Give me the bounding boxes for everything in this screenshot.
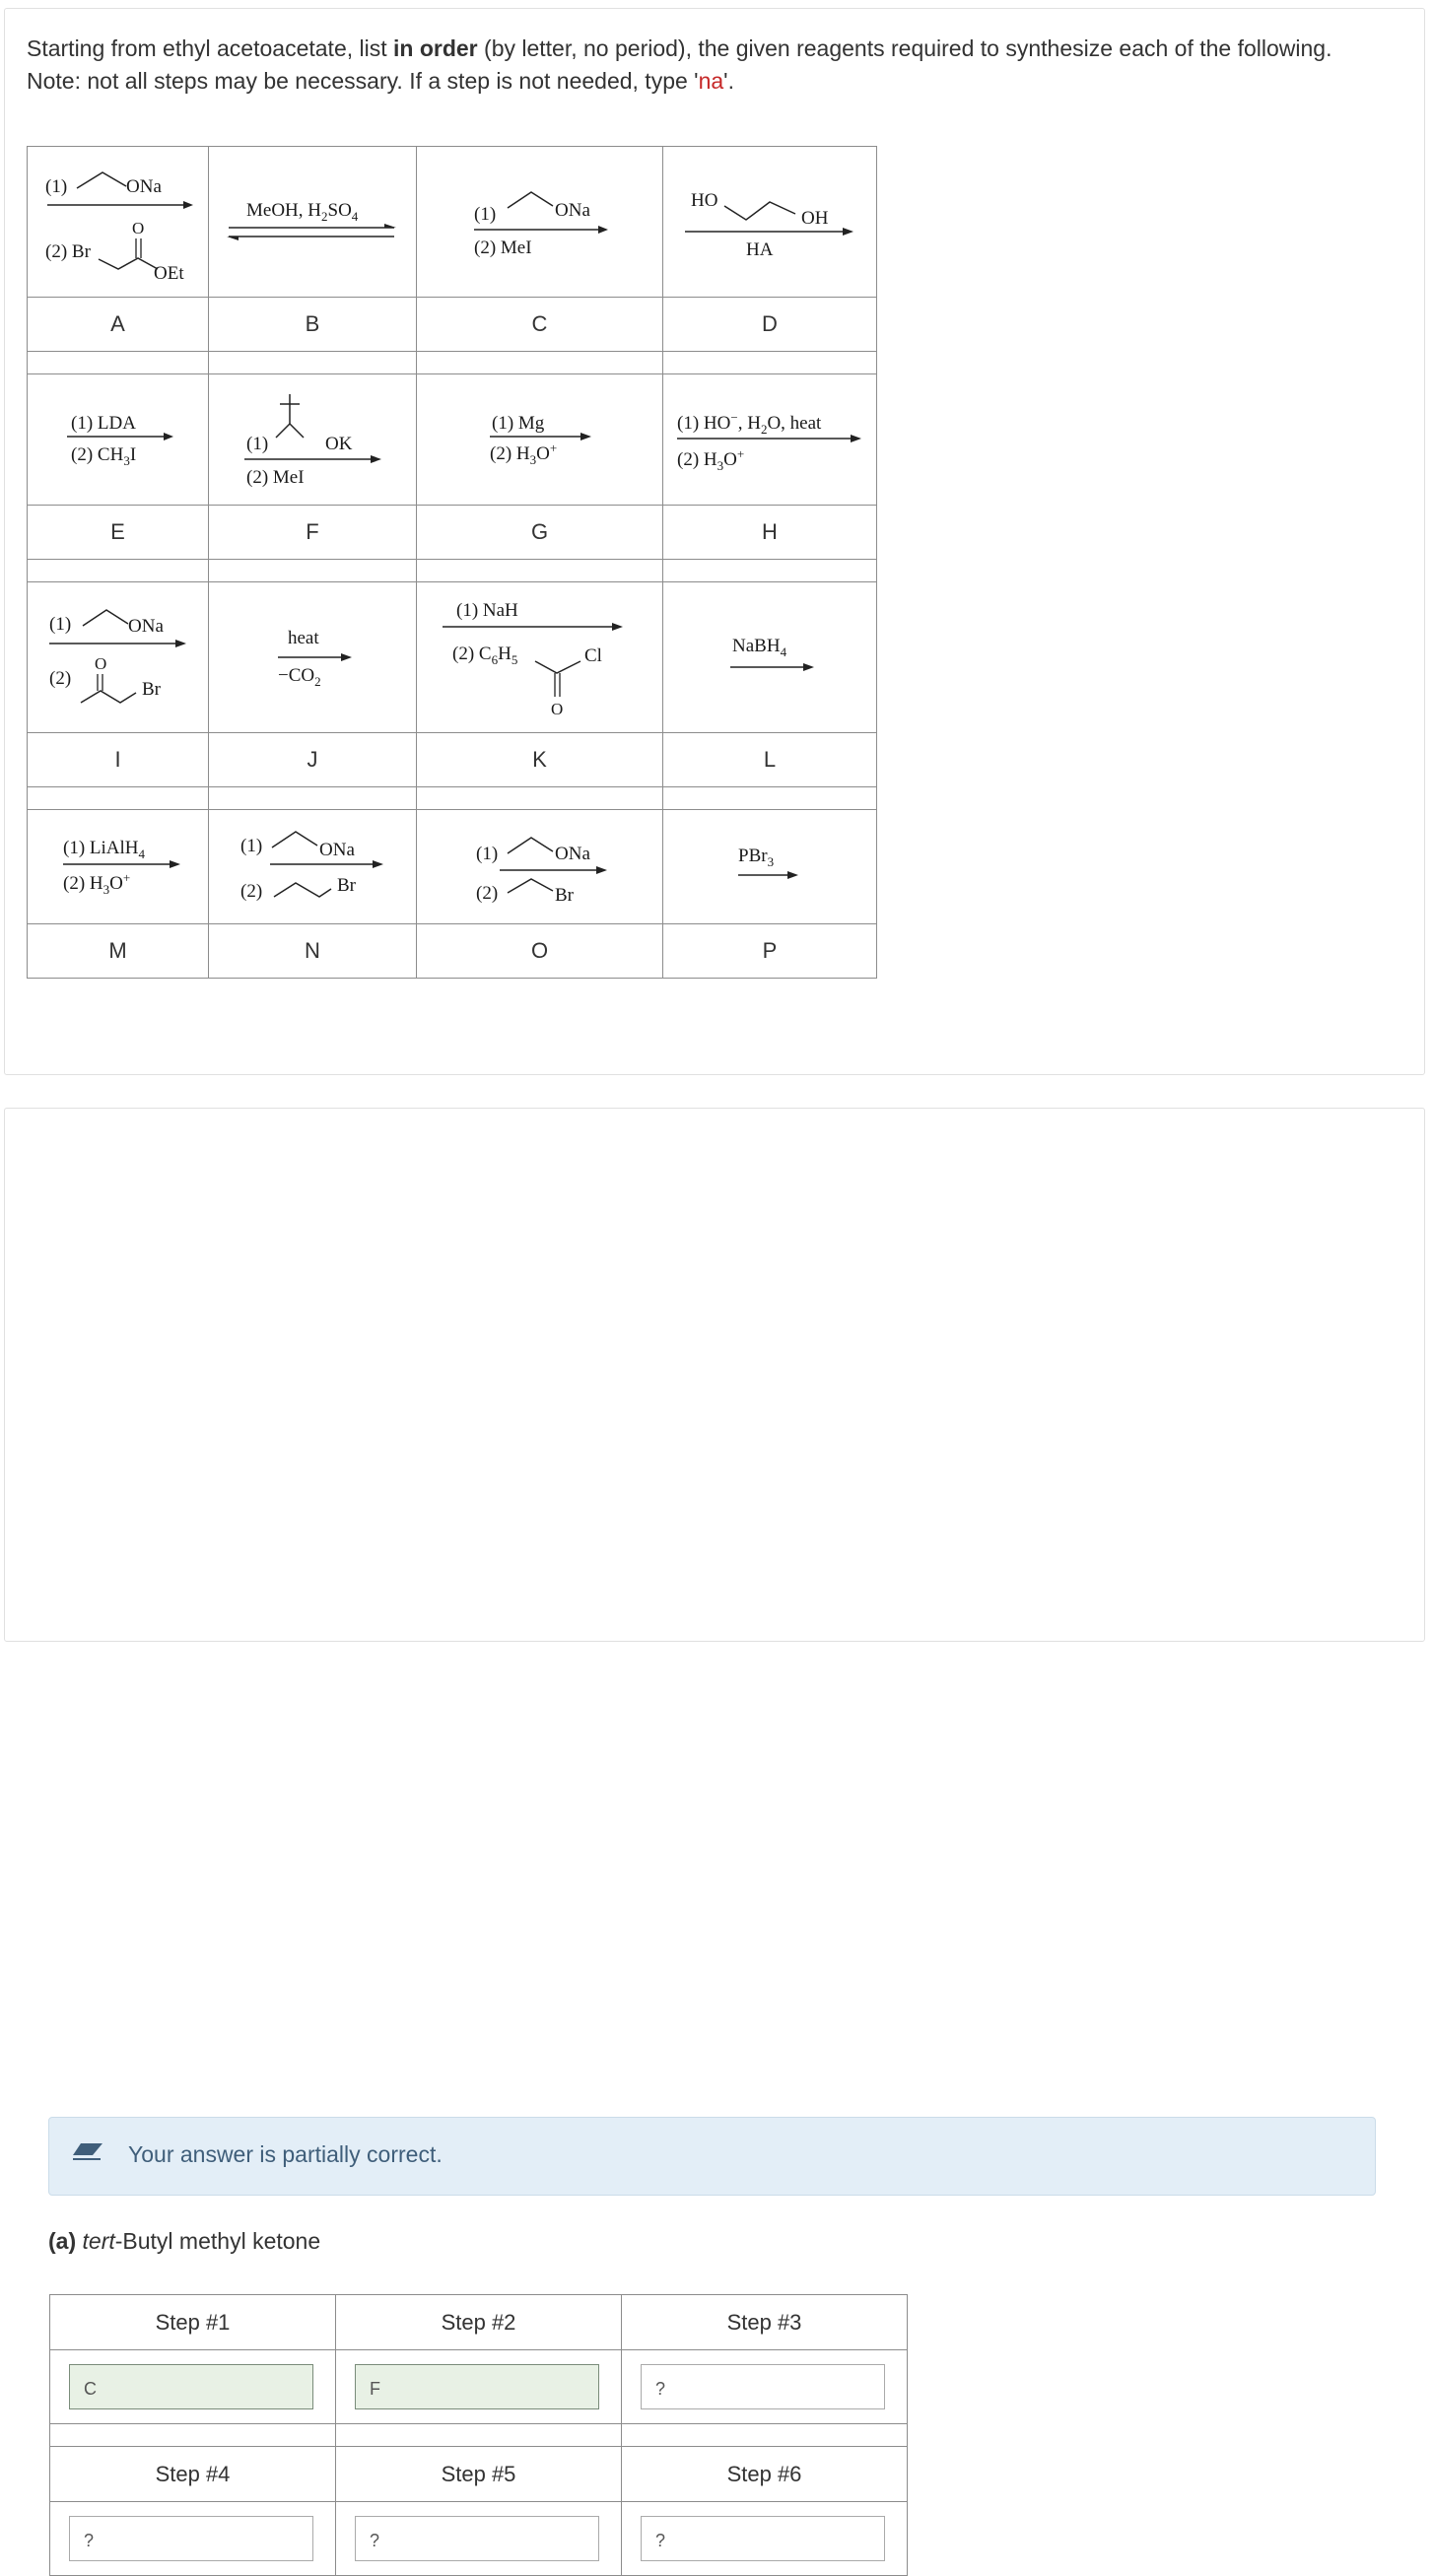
scheme-o-br: Br [555, 885, 574, 906]
reagent-label-a: A [28, 298, 209, 352]
scheme-n-ona: ONa [319, 840, 355, 860]
scheme-a-oet: OEt [154, 263, 184, 284]
table-gap [28, 352, 209, 374]
table-gap [622, 2424, 908, 2447]
scheme-a-step1: (1) [45, 176, 68, 197]
scheme-k-cl: Cl [584, 645, 602, 666]
table-gap [209, 352, 417, 374]
step-1-input[interactable]: C [69, 2364, 313, 2409]
step-header: Step #1 [50, 2295, 336, 2350]
scheme-o-drawing [417, 810, 662, 923]
table-gap [417, 787, 663, 810]
scheme-m [28, 810, 209, 924]
step-cell [50, 2502, 336, 2576]
reagent-label-h: H [663, 506, 877, 560]
reagent-label-i: I [28, 733, 209, 787]
step-header: Step #2 [336, 2295, 622, 2350]
scheme-g-step2: (2) $H_3O^+$ [490, 441, 558, 467]
table-gap [28, 787, 209, 810]
scheme-h-drawing [663, 374, 876, 505]
reagent-label-c: C [417, 298, 663, 352]
scheme-f-step1: (1) [246, 434, 269, 454]
scheme-f [209, 374, 417, 506]
step-cell [50, 2350, 336, 2424]
scheme-k-step1: (1) NaH [456, 600, 518, 621]
step-5-input[interactable]: ? [355, 2516, 599, 2561]
scheme-f-ok: OK [325, 434, 353, 454]
table-gap [663, 560, 877, 582]
table-gap [209, 787, 417, 810]
reagent-label-f: F [209, 506, 417, 560]
scheme-i-step2: (2) [49, 668, 72, 689]
scheme-c-step1: (1) [474, 204, 497, 225]
scheme-n-drawing [209, 810, 416, 923]
reagent-label-m: M [28, 924, 209, 979]
scheme-k-drawing [417, 582, 662, 732]
scheme-g-step1: (1) Mg [492, 413, 545, 434]
table-gap [28, 560, 209, 582]
scheme-a [28, 147, 209, 298]
scheme-o-step1: (1) [476, 844, 499, 864]
reagent-label-k: K [417, 733, 663, 787]
reagent-label-e: E [28, 506, 209, 560]
reagent-label-l: L [663, 733, 877, 787]
scheme-i-step1: (1) [49, 614, 72, 635]
question-title: (a) tert-Butyl methyl ketone [48, 2228, 321, 2254]
scheme-i-ona: ONa [128, 616, 164, 637]
scheme-f-step2: (2) MeI [246, 467, 305, 488]
scheme-o-step2: (2) [476, 883, 499, 904]
reagent-label-n: N [209, 924, 417, 979]
scheme-d [663, 147, 877, 298]
step-cell [336, 2350, 622, 2424]
scheme-h [663, 374, 877, 506]
answer-card [4, 1108, 1425, 2550]
scheme-h-step1: (1) HO−, $H_2O$, heat [677, 410, 822, 437]
question-card [4, 8, 1425, 1075]
scheme-a-o: O [132, 219, 145, 237]
scheme-c-step2: (2) MeI [474, 237, 532, 258]
step-header: Step #3 [622, 2295, 908, 2350]
scheme-i-o: O [95, 654, 107, 673]
step-header: Step #4 [50, 2447, 336, 2502]
scheme-e [28, 374, 209, 506]
instructions-text: Starting from ethyl acetoacetate, list in order (by letter, no period), the given reagents required to synthesize each of the following. Note: not all steps may be necessary. If a step is not needed, type 'na'. [27, 35, 1332, 94]
scheme-m-step2: (2) $H_3O^+$ [63, 870, 131, 897]
scheme-c-ona: ONa [555, 200, 590, 221]
scheme-m-step1: (1) LiAlH$_4$ [63, 838, 146, 861]
scheme-n-step2: (2) [240, 881, 263, 902]
scheme-d-ha: HA [746, 239, 774, 260]
scheme-l [663, 582, 877, 733]
scheme-n [209, 810, 417, 924]
scheme-b-text: MeOH, $H_2SO_4$ [246, 200, 359, 224]
scheme-e-drawing [28, 374, 208, 505]
reagent-label-b: B [209, 298, 417, 352]
scheme-b [209, 147, 417, 298]
table-gap [209, 560, 417, 582]
scheme-e-step2: (2) $CH_3I$ [71, 444, 137, 468]
step-header: Step #6 [622, 2447, 908, 2502]
scheme-h-step2: (2) $H_3O^+$ [677, 446, 745, 473]
reagent-table [27, 146, 877, 979]
scheme-k-step2: (2) $C_6H_5$ [452, 644, 518, 667]
step-cell [336, 2502, 622, 2576]
feedback-banner [48, 2117, 1376, 2196]
feedback-message: Your answer is partially correct. [128, 2141, 443, 2167]
scheme-p [663, 810, 877, 924]
table-gap [417, 352, 663, 374]
step-2-input[interactable]: F [355, 2364, 599, 2409]
scheme-o [417, 810, 663, 924]
scheme-d-ho: HO [691, 190, 718, 211]
scheme-g-drawing [417, 374, 662, 505]
scheme-a-drawing [28, 147, 208, 297]
scheme-p-text: PBr$_3$ [738, 846, 775, 869]
step-3-input[interactable]: ? [641, 2364, 885, 2409]
step-cell [622, 2502, 908, 2576]
reagent-label-d: D [663, 298, 877, 352]
scheme-o-ona: ONa [555, 844, 590, 864]
scheme-a-step2: (2) Br [45, 241, 91, 262]
reagent-label-o: O [417, 924, 663, 979]
reagent-label-j: J [209, 733, 417, 787]
scheme-k [417, 582, 663, 733]
table-gap [663, 787, 877, 810]
scheme-j-co2: $-CO_2$ [278, 665, 321, 689]
scheme-l-drawing [663, 582, 876, 732]
scheme-g [417, 374, 663, 506]
scheme-d-drawing [663, 147, 876, 297]
eraser-icon [71, 2139, 104, 2163]
table-gap [50, 2424, 336, 2447]
scheme-b-drawing [209, 147, 416, 297]
scheme-j [209, 582, 417, 733]
step-answer-table [49, 2294, 908, 2576]
scheme-c [417, 147, 663, 298]
scheme-e-step1: (1) LDA [71, 413, 136, 434]
table-gap [663, 352, 877, 374]
scheme-i [28, 582, 209, 733]
scheme-j-drawing [209, 582, 416, 732]
scheme-n-br: Br [337, 875, 356, 896]
step-cell [622, 2350, 908, 2424]
scheme-f-drawing [209, 374, 416, 505]
scheme-n-step1: (1) [240, 836, 263, 856]
reagent-label-p: P [663, 924, 877, 979]
scheme-i-drawing [28, 582, 208, 732]
scheme-a-ona: ONa [126, 176, 162, 197]
reagent-label-g: G [417, 506, 663, 560]
step-6-input[interactable]: ? [641, 2516, 885, 2561]
table-gap [336, 2424, 622, 2447]
scheme-k-o: O [551, 700, 564, 718]
scheme-j-heat: heat [288, 628, 319, 648]
scheme-p-drawing [663, 810, 876, 923]
table-gap [417, 560, 663, 582]
step-header: Step #5 [336, 2447, 622, 2502]
scheme-d-oh: OH [801, 208, 829, 229]
step-4-input[interactable]: ? [69, 2516, 313, 2561]
scheme-m-drawing [28, 810, 208, 923]
scheme-c-drawing [417, 147, 662, 297]
scheme-l-text: NaBH$_4$ [732, 636, 787, 659]
scheme-i-br: Br [142, 679, 161, 700]
